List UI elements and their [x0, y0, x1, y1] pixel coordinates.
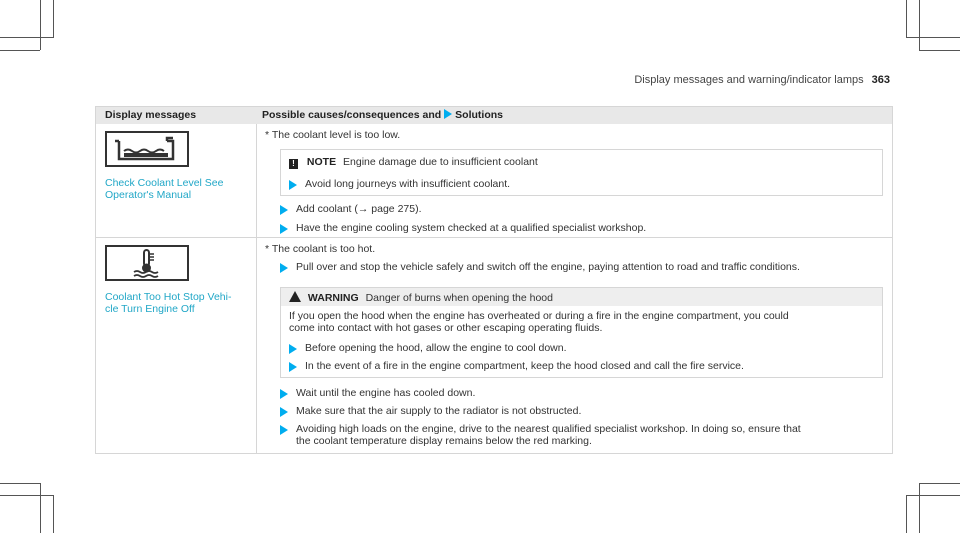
crop-mark — [53, 0, 54, 38]
crop-mark — [0, 37, 53, 38]
warning-action: Before opening the hood, allow the engine to cool down. — [305, 342, 567, 354]
note-label: NOTE — [306, 156, 337, 168]
warning-title: Danger of burns when opening the hood — [365, 292, 553, 304]
crop-mark — [919, 483, 920, 533]
crop-mark — [919, 483, 960, 484]
arrow-icon — [280, 425, 288, 435]
crop-mark — [53, 495, 54, 533]
solution-step: Make sure that the air supply to the radiator is not obstructed. — [280, 405, 581, 417]
warning-text: come into contact with hot gases or other escaping operating fluids. — [289, 322, 603, 334]
note-text: Engine damage due to insufficient coolant — [343, 156, 538, 168]
column-header-messages: Display messages — [105, 109, 197, 121]
solution-step: Pull over and stop the vehicle safely and switch off the engine, paying attention to road and traffic conditions. — [280, 261, 800, 273]
crop-mark — [0, 495, 53, 496]
cause-text: * The coolant level is too low. — [265, 129, 401, 141]
crop-mark — [906, 495, 907, 533]
note-action: Avoid long journeys with insufficient coolant. — [305, 178, 511, 190]
arrow-icon — [289, 344, 297, 354]
solution-step: Have the engine cooling system checked at a qualified specialist workshop. — [280, 222, 646, 234]
solution-step: Avoiding high loads on the engine, drive to the nearest qualified specialist workshop. In doing so, ensure that the coolant temperature display remains below the red marking. — [280, 423, 801, 447]
arrow-icon — [280, 224, 288, 234]
display-messages-table — [95, 106, 893, 454]
table-header — [96, 107, 892, 124]
cause-text: * The coolant is too hot. — [265, 243, 376, 255]
coolant-temperature-icon — [105, 245, 189, 281]
warning-icon — [289, 291, 301, 302]
coolant-level-icon — [105, 131, 189, 167]
column-header-causes: Possible causes/consequences and Solutions — [262, 109, 504, 121]
crop-mark — [40, 0, 41, 50]
running-header — [634, 74, 890, 86]
crop-mark — [0, 50, 40, 51]
row-divider — [96, 237, 892, 238]
solution-step: Add coolant (→ page 275). — [280, 203, 422, 215]
crop-mark — [906, 37, 960, 38]
running-header-title: Display messages and warning/indicator lamps — [634, 74, 864, 86]
arrow-icon — [289, 362, 297, 372]
arrow-icon — [280, 407, 288, 417]
arrow-icon — [280, 389, 288, 399]
note-icon: ! — [289, 159, 298, 169]
crop-mark — [40, 483, 41, 533]
crop-mark — [919, 50, 960, 51]
warning-action: In the event of a fire in the engine compartment, keep the hood closed and call the fire service. — [305, 360, 744, 372]
warning-text: If you open the hood when the engine has overheated or during a fire in the engine compartment, you could — [289, 310, 789, 322]
crop-mark — [906, 0, 907, 38]
crop-mark — [906, 495, 960, 496]
arrow-icon — [289, 180, 297, 190]
crop-mark — [919, 0, 920, 50]
warning-label: WARNING — [307, 292, 359, 304]
message-check-coolant: Check Coolant Level See Operator's Manual — [105, 177, 224, 201]
warning-box — [280, 287, 883, 378]
arrow-icon — [280, 205, 288, 215]
note-box — [280, 149, 883, 196]
arrow-icon — [280, 263, 288, 273]
page-number: 363 — [871, 74, 890, 86]
arrow-icon — [444, 109, 452, 119]
crop-mark — [0, 483, 40, 484]
message-coolant-too-hot: Coolant Too Hot Stop Vehi- cle Turn Engine Off — [105, 291, 232, 315]
solution-step: Wait until the engine has cooled down. — [280, 387, 475, 399]
column-divider — [256, 124, 257, 453]
